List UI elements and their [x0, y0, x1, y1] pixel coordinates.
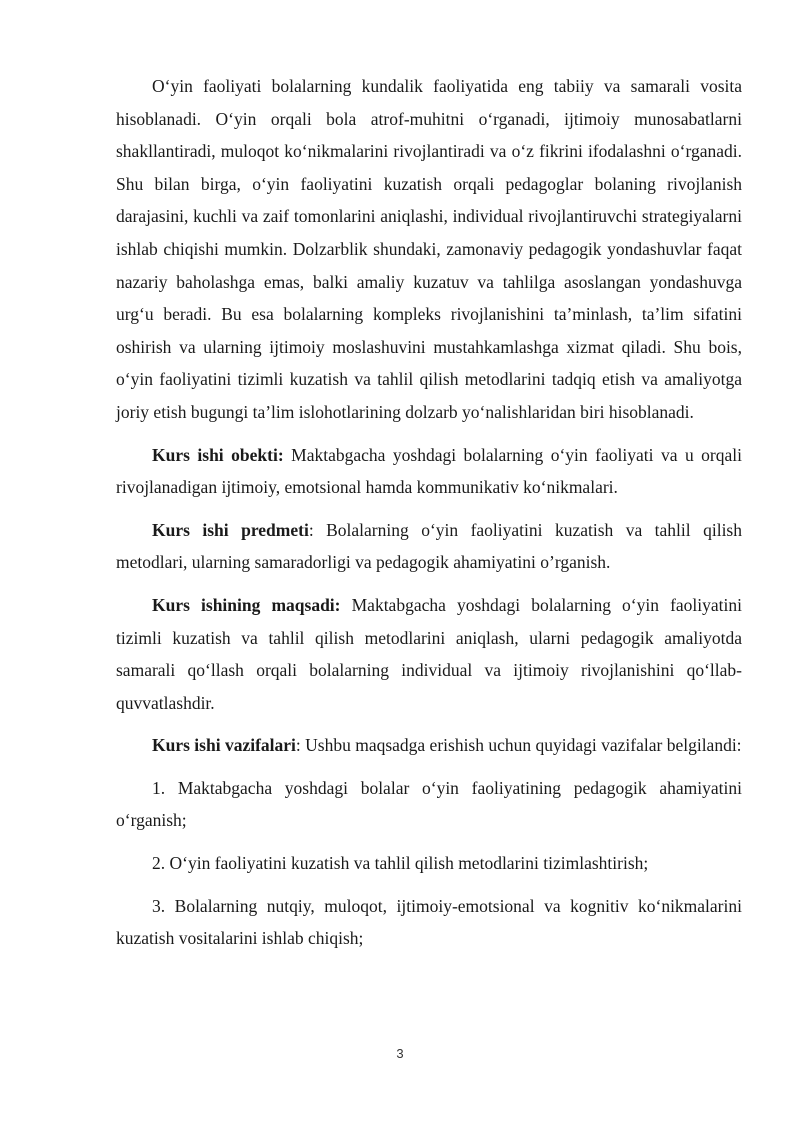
subject-text: : Bolalarning o‘yin faoliyatini kuzatish va tahlil qilish metodlari, ularning samaradorligi va pedagogik ahamiyatini o’rganish.: [116, 519, 742, 573]
object-text: Maktabgacha yoshdagi bolalarning o‘yin faoliyati va u orqali rivojlanadigan ijtimoiy, emotsional hamda kommunikativ ko‘nikmalari.: [116, 444, 742, 498]
document-page: [116, 70, 742, 955]
task-item: 1. Maktabgacha yoshdagi bolalar o‘yin faoliyatining pedagogik ahamiyatini o‘rganish;: [116, 777, 742, 831]
tasks-paragraph: [116, 729, 742, 762]
goal-paragraph: [116, 589, 742, 719]
tasks-text: : Ushbu maqsadga erishish uchun quyidagi vazifalar belgilandi:: [295, 735, 742, 756]
object-paragraph: [116, 439, 742, 504]
intro-paragraph: O‘yin faoliyati bolalarning kundalik faoliyatida eng tabiiy va samarali vosita hisoblanadi. O‘yin orqali bola atrof-muhitni o‘rganadi, ijtimoiy munosabatlarni shakllantiradi, muloqot ko‘nikmalarini rivojlantiradi va o‘z fikrini ifodalashni o‘rganadi. Shu bilan birga, o‘yin faoliyatini kuzatish orqali pedagoglar bolaning rivojlanish darajasini, kuchli va zaif tomonlarini aniqlashi, individual rivojlantiruvchi strategiyalarni ishlab chiqishi mumkin. Dolzarblik shundaki, zamonaviy pedagogik yondashuvlar faqat nazariy baholashga emas, balki amaliy kuzatuv va tahlilga asoslangan yondashuvga urg‘u beradi. Bu esa bolalarning kompleks rivojlanishini ta’minlash, ta’lim sifatini oshirish va ularning ijtimoiy moslashuvini mustahkamlashga xizmat qiladi. Shu bois, o‘yin faoliyatini tizimli kuzatish va tahlil qilish metodlarini tadqiq etish va amaliyotga joriy etish bugungi ta’lim islohotlarining dolzarb yo‘nalishlaridan biri hisoblanadi.: [116, 76, 742, 422]
task-item: 3. Bolalarning nutqiy, muloqot, ijtimoiy-emotsional va kognitiv ko‘nikmalarini kuzatish vositalarini ishlab chiqish;: [116, 895, 742, 949]
tasks-heading: Kurs ishi vazifalari: [152, 735, 296, 756]
object-heading: Kurs ishi obekti:: [152, 444, 284, 465]
goal-text: Maktabgacha yoshdagi bolalarning o‘yin faoliyatini tizimli kuzatish va tahlil qilish metodlarini aniqlash, ularni pedagogik amaliyotda samarali qo‘llash orqali bolalarning individual va ijtimoiy rivojlanishini qo‘llab-quvvatlashdir.: [116, 594, 743, 713]
task-item: 2. O‘yin faoliyatini kuzatish va tahlil qilish metodlarini tizimlashtirish;: [152, 853, 649, 874]
subject-heading: Kurs ishi predmeti: [152, 519, 309, 540]
page-number: 3: [396, 1046, 404, 1061]
goal-heading: Kurs ishining maqsadi:: [152, 594, 341, 615]
subject-paragraph: [116, 514, 742, 579]
